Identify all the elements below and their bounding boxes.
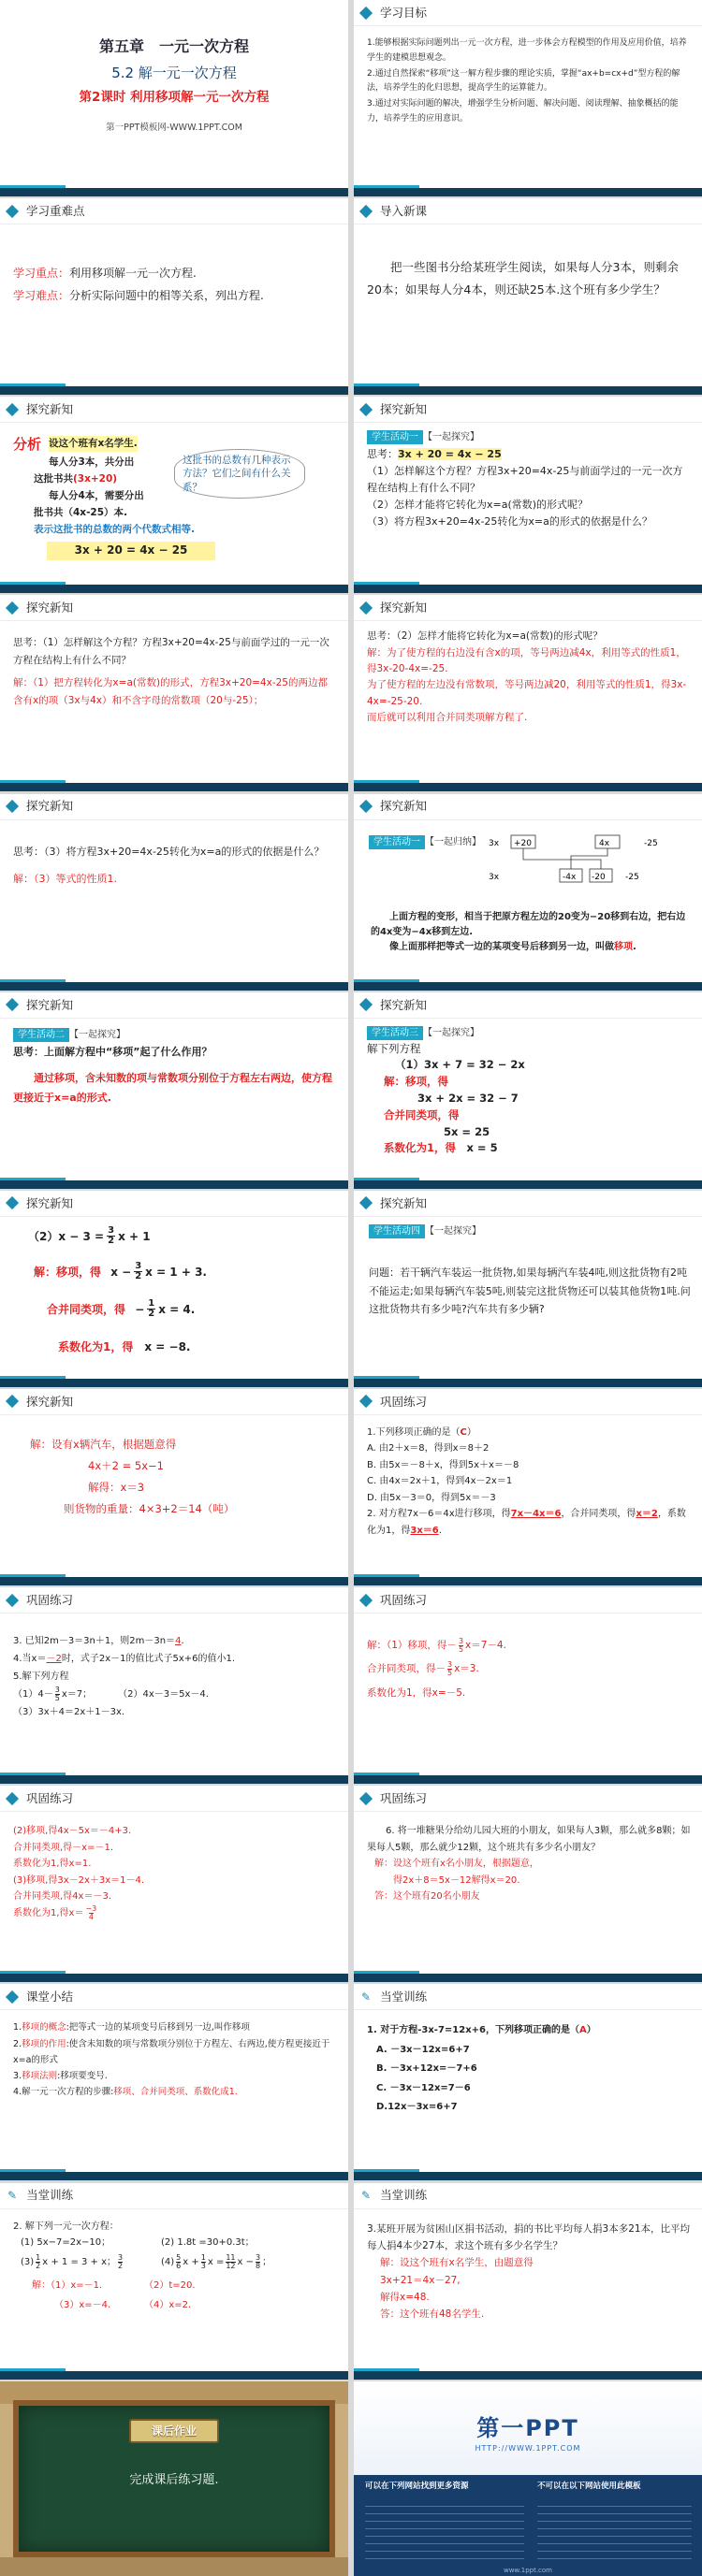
- diamond-icon: [359, 1196, 373, 1209]
- slide-drill-2: [0, 2183, 348, 2380]
- diamond-icon: [359, 998, 373, 1011]
- slide-header: [354, 1389, 702, 1415]
- diagram-term: 4x: [599, 838, 610, 848]
- question-line: （1）怎样解这个方程？方程3x+20=4x-25与前面学过的一元一次方程在结构上有什么不同？: [367, 464, 683, 495]
- slide-practice-solution-2: [0, 1786, 348, 1982]
- slide-solution-4: [0, 1389, 348, 1585]
- answer-line: 解：为了使方程的右边没有含x的项，等号两边减4x，利用等式的性质1，得3x-20-4x=-25.: [367, 646, 686, 675]
- slide-goals: [354, 0, 702, 196]
- diamond-icon: [359, 800, 373, 813]
- option-d: D. 由5x－3＝0，得到5x＝－3: [367, 1492, 496, 1503]
- slide-title: 探究新知: [26, 402, 74, 417]
- answer-line: (3)移项,得3x－2x＋3x＝1－4.: [13, 1874, 145, 1886]
- equation-highlight: 3x + 20 = 4x − 25: [47, 542, 215, 560]
- slide-practice-2: [0, 1587, 348, 1784]
- slide-brand: [354, 2381, 702, 2576]
- slide-header: [354, 198, 702, 224]
- answer-line: 得2x＋8＝5x－12解得x＝20.: [393, 1874, 520, 1886]
- step-line: 系数化为1，得 x = −8.: [58, 1339, 191, 1353]
- slide-title: 探究新知: [380, 1195, 428, 1210]
- diamond-icon: [359, 1792, 373, 1805]
- footer-band: [354, 1379, 702, 1387]
- footer-band: [0, 585, 348, 593]
- slide-title: 探究新知: [26, 1394, 74, 1409]
- problem-text: 问题：若干辆汽车装运一批货物,如果每辆汽车装4吨,则这批货物有2吨不能运走;如果每辆汽车装5吨,则装完这批货物还可以装其他货物1吨.问这批货物共有多少吨?汽车共有多少辆?: [369, 1266, 691, 1316]
- diamond-icon: [359, 205, 373, 218]
- diagram-term: -4x: [563, 872, 577, 882]
- diagram-term: -25: [625, 872, 639, 882]
- diagram-term: 3x: [489, 838, 500, 848]
- slide-answer-2: [354, 595, 702, 791]
- question-line: 5.解下列方程: [13, 1672, 69, 1683]
- question-line: （3）将方程3x+20=4x-25转化为x=a的形式的依据是什么？: [367, 515, 652, 528]
- footer-band: [0, 2172, 348, 2180]
- slide-header: [354, 595, 702, 621]
- answer-line: 合并同类项,得4x＝－3.: [13, 1891, 111, 1903]
- slide-header: [0, 1587, 348, 1614]
- brand-logo: 第一PPT: [476, 2414, 579, 2441]
- answer-line: 解得：x＝3: [88, 1480, 145, 1494]
- slide-header: [0, 2183, 348, 2209]
- footer-band: [354, 1180, 702, 1189]
- slide-header: [0, 397, 348, 423]
- slide-title: 探究新知: [26, 1195, 74, 1210]
- brand-text: 第一PPT模板网-WWW.1PPT.COM: [106, 123, 242, 133]
- summary-line: 像上面那样把等式一边的某项变号后移到另一边，叫做移项.: [389, 941, 636, 952]
- diamond-icon: [6, 998, 19, 1011]
- slide-header: [0, 794, 348, 820]
- answer-line: 解：（1）移项，得－ 3 5 x＝7－4.: [367, 1636, 506, 1655]
- analysis-line: 每人分3本，共分出: [49, 456, 135, 469]
- footer-band: [354, 386, 702, 395]
- restriction-heading: 不可以在以下网站使用此模板: [537, 2481, 641, 2491]
- footer-band: [354, 2371, 702, 2380]
- slide-title: 探究新知: [26, 799, 74, 814]
- question-line: 思考：（3）将方程3x+20=4x-25转化为x=a的形式的依据是什么？: [13, 845, 325, 858]
- slide-title: 学习重难点: [26, 203, 85, 218]
- slide-practice-solution-1: [354, 1587, 702, 1784]
- analysis-line: 批书共（4x-25）本.: [34, 507, 128, 519]
- equation-row: (1) 5x−7=2x−10； (2) 1.8t =30+0.3t；: [21, 2236, 255, 2248]
- step-equation: 5x = 25: [444, 1124, 490, 1138]
- homework-text: 完成课后练习题.: [129, 2472, 219, 2487]
- slide-header: [354, 397, 702, 423]
- slide-header: [354, 1191, 702, 1217]
- slide-activity-2: 探究新知 学生活动二 【一起探究】 思考：上面解方程中“移项”起了什么作用？ 通过移项，含未知数的项与常数项分别位于方程左右两边，使方程更接近于x=a的形式.: [0, 992, 348, 1189]
- diamond-icon: [6, 403, 19, 416]
- equation-line: （2）x − 3 = $\frac{3}{2}$ x + 1: [28, 1224, 151, 1247]
- activity-tag: 学生活动二: [13, 1028, 69, 1042]
- answer-line: 为了使方程的左边没有常数项，等号两边减20，利用等式的性质1，得3x-4x=-25-20.: [367, 679, 687, 707]
- slide-title: 探究新知: [26, 997, 74, 1012]
- slide-title: 导入新课: [380, 203, 428, 218]
- slide-header: [0, 1389, 348, 1415]
- answer-line: (2)移项,得4x－5x＝－4+3.: [13, 1826, 132, 1837]
- footer-band: [0, 2371, 348, 2380]
- resource-link-list[interactable]: [365, 2499, 524, 2565]
- footer-band: [354, 585, 702, 593]
- goal-item: 2.通过自然探索“移项”这一解方程步骤的理论实质，掌握“ax+b=cx+d”型方程的解法，培养学生的化归思想，提高学生的运算能力。: [367, 68, 680, 94]
- step-line: 合并同类项，得 − $\frac{1}{2}$ x = 4.: [47, 1297, 196, 1320]
- answer-line: 合并同类项,得－x=－1.: [13, 1842, 114, 1853]
- restriction-link-list[interactable]: [537, 2499, 692, 2565]
- option-a: A. 由2＋x＝8，得到x＝8＋2: [367, 1443, 490, 1454]
- option-c: C. 由4x＝2x＋1，得到4x－2x＝1: [367, 1476, 513, 1487]
- answer-line: 则货物的重量：4×3+2＝14（吨）: [64, 1501, 235, 1515]
- goal-item: 1.能够根据实际问题列出一元一次方程，进一步体会方程模型的作用及应用价值，培养学生的建模思想观念。: [367, 38, 687, 63]
- diamond-icon: [359, 6, 373, 19]
- diamond-icon: [359, 1594, 373, 1607]
- equation-row: （1）4－ 3 5 x＝7； （2）4x－3＝5x－4.: [13, 1685, 209, 1703]
- slide-title: 巩固练习: [380, 1592, 428, 1607]
- diagram-term: -20: [592, 872, 606, 882]
- diagram-term: 3x: [489, 872, 500, 882]
- difficult-point: 学习难点：分析实际问题中的相等关系，列出方程.: [13, 289, 264, 303]
- diamond-icon: [6, 1792, 19, 1805]
- slide-title: 探究新知: [380, 601, 428, 615]
- step-label: 合并同类项，得: [384, 1107, 460, 1122]
- diamond-icon: [359, 601, 373, 615]
- pencil-icon: ✎: [7, 2188, 18, 2202]
- diamond-icon: [6, 205, 19, 218]
- summary-item: 3.移项法则:移项要变号.: [13, 2070, 108, 2081]
- footer-band: [354, 783, 702, 791]
- answer-line: 而后就可以利用合并同类项解方程了.: [367, 711, 528, 723]
- slide-title: 巩固练习: [26, 1791, 74, 1806]
- problem-text: 3.某班开展为贫困山区捐书活动，捐的书比平均每人捐3本多21本，比平均每人捐4本少27本，求这个班有多少名学生？: [367, 2222, 691, 2251]
- equation-row: (3) 1 2 x + 1 = 3 + x； 3 2 (4) 5 6 x + $\frac{1}{3}$ x = $\frac{11}{12}$ x − $\frac{3}{8}$ ；: [21, 2252, 272, 2270]
- option-c: C. －3x－12x=7－6: [376, 2082, 471, 2093]
- slide-key-points: [0, 198, 348, 395]
- footer-band: [0, 1379, 348, 1387]
- diagram-term: +20: [514, 838, 532, 848]
- slide-drill-3: [354, 2183, 702, 2380]
- slide-practice-3: [354, 1786, 702, 1982]
- transposition-diagram: [485, 830, 691, 906]
- question-line: 思考：上面解方程中“移项”起了什么作用？: [13, 1046, 212, 1059]
- footer-band: [354, 1577, 702, 1585]
- slide-activity-1: 探究新知 学生活动一 【一起探究】 思考：3x + 20 = 4x − 25 （1）怎样解这个方程？方程3x+20=4x-25与前面学过的一元一次方程在结构上有什么不同？ （2）怎样才能将它转化为x=a(常数)的形式呢？ （3）将方程3x+20=4x-25转化为x=a的形式的依据是什么？: [354, 397, 702, 593]
- slide-header: [0, 1191, 348, 1217]
- slide-header: [354, 2183, 702, 2209]
- answer-row: （3）x=－4. （4）x=2.: [54, 2300, 192, 2311]
- footer-band: [354, 982, 702, 991]
- think-equation: 思考：3x + 20 = 4x − 25: [367, 447, 502, 460]
- footer-band: [354, 2172, 702, 2180]
- footer-band: [0, 1974, 348, 1982]
- homework-sign: 课后作业: [129, 2419, 219, 2443]
- slide-header: [0, 1984, 348, 2010]
- activity-tag: 学生活动四: [369, 1224, 425, 1238]
- footer-band: [0, 1775, 348, 1784]
- answer-line: 系数化为1,得x=1.: [13, 1859, 92, 1870]
- option-b: B. 由5x＝－8＋x，得到5x＋x＝－8: [367, 1459, 519, 1470]
- answer-line: 解：（3）等式的性质1.: [13, 873, 117, 886]
- slide-title: 当堂训练: [380, 1990, 428, 2004]
- diamond-icon: [359, 403, 373, 416]
- diamond-icon: [6, 1990, 19, 2004]
- equation-line: （1）3x + 7 = 32 − 2x: [395, 1058, 525, 1072]
- question-line: （2）怎样才能将它转化为x=a(常数)的形式呢？: [367, 499, 589, 512]
- slide-answer-3: [0, 794, 348, 991]
- problem-text: 6. 将一堆糖果分给幼儿园大班的小朋友，如果每人3颗，那么就多8颗；如果每人5颗，那么就少12颗，这个班共有多少名小朋友？: [367, 1826, 691, 1853]
- diamond-icon: [6, 601, 19, 615]
- slide-practice-1: [354, 1389, 702, 1585]
- summary-item: 2.移项的作用:使含未知数的项与常数项分别位于方程左、右两边,使方程更接近于x=a的形式: [13, 2038, 330, 2065]
- slide-analysis: [0, 397, 348, 593]
- slide-title: 巩固练习: [26, 1592, 74, 1607]
- question-line: 2. 解下列一元一次方程：: [13, 2221, 119, 2232]
- thought-bubble: 这批书的总数有几种表示方法？它们之间有什么关系？: [174, 449, 305, 499]
- answer-line: 解：（1）把方程转化为x=a(常数)的形式，方程3x+20=4x-25的两边都含有x的项（3x与4x）和不含字母的常数项（20与-25）；: [13, 677, 328, 706]
- slide-drill-1: [354, 1984, 702, 2180]
- diagram-term: -25: [644, 838, 658, 848]
- step-equation: 3x + 2x = 32 − 7: [417, 1091, 519, 1105]
- slide-cover: [0, 0, 348, 196]
- section-title: 5.2 解一元一次方程: [111, 65, 237, 81]
- answer-line: 系数化为1，得x=－5.: [367, 1686, 466, 1699]
- slide-title: 当堂训练: [26, 2188, 74, 2203]
- equation-row: （3）3x＋4＝2x＋1－3x.: [13, 1707, 125, 1718]
- slide-example-2: [0, 1191, 348, 1387]
- analysis-line: 每人分4本，需要分出: [49, 490, 144, 502]
- option-d: D.12x－3x=6+7: [376, 2102, 458, 2113]
- slide-header: [0, 595, 348, 621]
- footer-band: [354, 1775, 702, 1784]
- slide-header: [0, 198, 348, 224]
- analysis-label: 分析: [13, 436, 42, 454]
- footer-band: [354, 188, 702, 196]
- slide-title: 探究新知: [380, 997, 428, 1012]
- footer-band: [0, 188, 348, 196]
- diamond-icon: [6, 1196, 19, 1209]
- slide-header: [354, 794, 702, 820]
- slide-header: [354, 1587, 702, 1614]
- diamond-icon: [6, 1395, 19, 1408]
- intro-text: 把一些图书分给某班学生阅读，如果每人分3本，则剩余20本；如果每人分4本，则还缺25本.这个班有多少学生？: [367, 260, 679, 297]
- footer-band: [0, 1577, 348, 1585]
- key-point: 学习重点：利用移项解一元一次方程.: [13, 267, 197, 281]
- slide-header: [354, 992, 702, 1019]
- answer-line: 系数化为1,得x＝ −3 4: [13, 1903, 97, 1922]
- slide-summarize-move: 探究新知 学生活动一 【一起归纳】 3x +20 4x -25 3x -4x -20 -25 上面方程的变形，相当于把原方程左边的20变为−20移到右边，把右边的4x变为−4x移到左边. 像上面那样把等式一边的某项变号后移到另一边，叫做移项.: [354, 794, 702, 991]
- answer-line: 答：这个班有20名小朋友: [374, 1891, 480, 1903]
- footer-band: [0, 1180, 348, 1189]
- slide-title: 探究新知: [380, 799, 428, 814]
- answer-row: 解：（1）x=－1. （2）t=20.: [32, 2280, 196, 2292]
- slide-homework: [0, 2381, 348, 2576]
- slide-title: 课堂小结: [26, 1990, 74, 2004]
- analysis-conclusion: 表示这批书的总数的两个代数式相等.: [34, 524, 195, 536]
- goal-item: 3.通过对实际问题的解决，增强学生分析问题、解决问题、阅读理解、抽象概括的能力，培养学生的应用意识。: [367, 99, 679, 123]
- slide-answer-1: [0, 595, 348, 791]
- chalkboard: [13, 2400, 335, 2557]
- question-line: 3. 已知2m－3＝3n＋1，则2m－3n＝4.: [13, 1636, 184, 1647]
- slide-activity-4: 探究新知 学生活动四 【一起探究】 问题：若干辆汽车装运一批货物,如果每辆汽车装4吨,则这批货物有2吨不能运走;如果每辆汽车装5吨,则装完这批货物还可以装其他货物1吨.问这批货物共有多少吨?汽车共有多少辆?: [354, 1191, 702, 1387]
- footer-url: www.1ppt.com: [503, 2566, 553, 2574]
- pencil-icon: ✎: [361, 1990, 372, 2004]
- answer-line: 解得x=48.: [380, 2292, 430, 2304]
- analysis-line: 设这个班有x名学生.: [49, 436, 138, 451]
- analysis-line: 这批书共(3x+20): [34, 473, 118, 485]
- summary-line: 上面方程的变形，相当于把原方程左边的20变为−20移到右边，把右边的4x变为−4x移到左边.: [371, 911, 686, 937]
- question-line: 2. 对方程7x－6＝4x进行移项，得7x－4x＝6，合并同类项，得x＝2，系数化为1，得3x＝6.: [367, 1509, 686, 1536]
- brand-url[interactable]: HTTP://WWW.1PPT.COM: [475, 2443, 581, 2453]
- answer-line: 解：设有x辆汽车，根据题意得: [30, 1437, 177, 1451]
- footer-band: [0, 982, 348, 991]
- answer-line: 解：设这个班有x名小朋友，根据题意，: [374, 1859, 539, 1870]
- pencil-icon: ✎: [361, 2188, 372, 2202]
- slide-header: [354, 1984, 702, 2010]
- slide-title: 学习目标: [380, 5, 428, 20]
- prompt-line: 解下列方程: [367, 1041, 421, 1055]
- answer-line: 通过移项，含未知数的项与常数项分别位于方程左右两边，使方程更接近于x=a的形式.: [13, 1072, 332, 1105]
- slide-summary: [0, 1984, 348, 2180]
- lesson-title: 第2课时 利用移项解一元一次方程: [79, 90, 270, 105]
- summary-item: 1.移项的概念:把等式一边的某项变号后移到另一边,叫作移项: [13, 2022, 250, 2033]
- slide-intro: [354, 198, 702, 395]
- activity-tag: 学生活动一: [367, 430, 423, 444]
- chapter-title: 第五章 一元一次方程: [98, 37, 249, 55]
- answer-line: 合并同类项，得－ 3 5 x＝3.: [367, 1660, 479, 1678]
- diamond-icon: [6, 800, 19, 813]
- summary-item: 4.解一元一次方程的步骤:移项、合并同类项、系数化成1.: [13, 2086, 238, 2097]
- slide-header: [0, 992, 348, 1019]
- resource-heading: 可以在下列网站找到更多资源: [365, 2481, 469, 2491]
- option-b: B. －3x+12x=－7+6: [376, 2063, 477, 2075]
- diamond-icon: [359, 1395, 373, 1408]
- slide-title: 当堂训练: [380, 2188, 428, 2203]
- diamond-icon: [6, 1594, 19, 1607]
- answer-line: 答：这个班有48名学生.: [380, 2308, 485, 2321]
- activity-tag: 学生活动三: [367, 1026, 423, 1040]
- slide-title: 巩固练习: [380, 1394, 428, 1409]
- answer-line: 3x+21＝4x－27,: [380, 2274, 461, 2286]
- step-line: 解：移项，得 x − $\frac{3}{2}$ x = 1 + 3.: [34, 1260, 207, 1282]
- question-line: 1.下列移项正确的是（C）: [367, 1426, 476, 1438]
- footer-band: [0, 386, 348, 395]
- answer-line: 解：设这个班有x名学生，由题意得: [380, 2257, 534, 2269]
- answer-line: 4x＋2 = 5x−1: [88, 1458, 164, 1472]
- step-final: 系数化为1，得 x = 5: [384, 1141, 498, 1155]
- activity-tag: 学生活动一: [369, 835, 425, 849]
- option-a: A. －3x－12x=6+7: [376, 2044, 470, 2055]
- step-label: 解：移项，得: [384, 1075, 448, 1089]
- slide-activity-3: 探究新知 学生活动三 【一起探究】 解下列方程 （1）3x + 7 = 32 − 2x 解：移项，得 3x + 2x = 32 − 7 合并同类项，得 5x = 25 系数化为1，得 x = 5: [354, 992, 702, 1189]
- question-line: 思考：（2）怎样才能将它转化为x=a(常数)的形式呢？: [367, 630, 603, 643]
- question-line: 1. 对于方程-3x-7=12x+6，下列移项正确的是（A）: [367, 2025, 596, 2036]
- slide-header: [354, 1786, 702, 1812]
- slide-title: 巩固练习: [380, 1791, 428, 1806]
- footer-band: [0, 783, 348, 791]
- slide-header: [0, 1786, 348, 1812]
- slide-title: 探究新知: [380, 402, 428, 417]
- question-line: 思考：（1）怎样解这个方程？方程3x+20=4x-25与前面学过的一元一次方程在结构上有什么不同？: [13, 637, 329, 666]
- question-line: 4.当x＝－2时，式子2x－1的值比式子5x+6的值小1.: [13, 1654, 236, 1665]
- footer-band: [354, 1974, 702, 1982]
- slide-title: 探究新知: [26, 601, 74, 615]
- slide-header: [354, 0, 702, 26]
